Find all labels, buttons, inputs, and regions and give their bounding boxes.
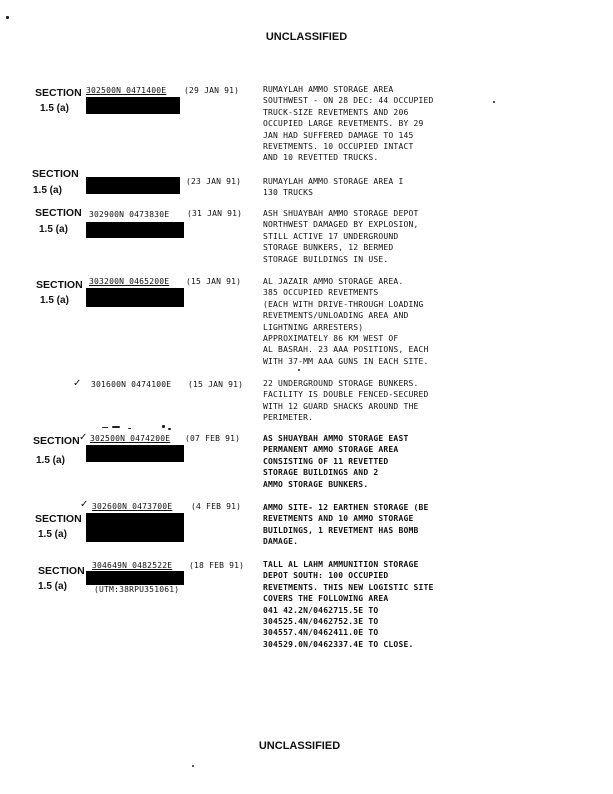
entry-description — [263, 433, 603, 490]
description-line: JAN HAD SUFFERED DAMAGE TO 145 — [263, 130, 414, 140]
date: (15 JAN 91) — [186, 277, 242, 286]
entry-description — [263, 276, 603, 367]
description-line: DEPOT SOUTH: 100 OCCUPIED — [263, 571, 389, 581]
coordinate: 302500N 0471400E — [86, 86, 167, 95]
section-label: SECTION — [36, 279, 83, 291]
description-line: STORAGE BUILDINGS IN USE. — [263, 254, 389, 264]
coordinate: 304649N 0482522E — [92, 561, 173, 570]
section-label: SECTION — [32, 168, 79, 180]
description-line: AS SHUAYBAH AMMO STORAGE EAST — [263, 434, 409, 443]
redaction-block — [86, 97, 180, 114]
stray-dot — [6, 16, 9, 19]
header-classification: UNCLASSIFIED — [265, 31, 348, 43]
coordinate: 302900N 0473830E — [89, 210, 170, 219]
entry-description — [263, 176, 603, 199]
description-line: CONSISTING OF 11 REVETTED — [263, 456, 389, 466]
description-line: WITH 37-MM AAA GUNS IN EACH SITE. — [263, 356, 429, 366]
description-line: 304557.4N/0462411.0E TO — [263, 628, 379, 638]
description-line: ASH SHUAYBAH AMMO STORAGE DEPOT — [263, 209, 419, 218]
date: (07 FEB 91) — [185, 434, 241, 443]
description-line: PERIMETER. — [263, 413, 314, 423]
description-line: RUMAYLAH AMMO STORAGE AREA — [263, 85, 394, 94]
section-label: SECTION — [38, 565, 85, 577]
description-line: STORAGE BUNKERS, 12 BERMED — [263, 243, 394, 253]
check-mark-icon: ✓ — [80, 499, 89, 510]
description-line: BUILDINGS, 1 REVETMENT HAS BOMB — [263, 525, 419, 535]
description-line: APPROXIMATELY 86 KM WEST OF — [263, 334, 399, 344]
description-line: RUMAYLAH AMMO STORAGE AREA I — [263, 177, 404, 186]
description-line: 041 42.2N/0462715.5E TO — [263, 605, 379, 615]
classification-exemption: 1.5 (a) — [33, 185, 62, 196]
description-line: PERMANENT AMMO STORAGE AREA — [263, 445, 399, 455]
stray-marks — [102, 425, 180, 431]
description-line: NORTHWEST DAMAGED BY EXPLOSION, — [263, 220, 419, 230]
description-line: AMMO STORAGE BUNKERS. — [263, 479, 369, 489]
description-line: AL JAZAIR AMMO STORAGE AREA. — [263, 277, 404, 286]
entry-description — [263, 502, 603, 548]
stray-dot — [192, 765, 194, 767]
classification-exemption: 1.5 (a) — [38, 529, 67, 540]
date: (29 JAN 91) — [184, 86, 240, 95]
section-label: SECTION — [35, 87, 82, 99]
description-line: REVETMENTS. 10 OCCUPIED INTACT — [263, 142, 414, 152]
description-line: SOUTHWEST - ON 28 DEC: 44 OCCUPIED — [263, 96, 434, 106]
description-line: STILL ACTIVE 17 UNDERGROUND — [263, 231, 399, 241]
redaction-block — [86, 288, 184, 307]
description-line: REVETMENTS. THIS NEW LOGISTIC SITE — [263, 582, 434, 592]
classification-exemption: 1.5 (a) — [39, 224, 68, 235]
redaction-block — [86, 571, 184, 585]
coordinate: 303200N 0465200E — [89, 277, 170, 286]
date: (18 FEB 91) — [189, 561, 245, 570]
description-line: WITH 12 GUARD SHACKS AROUND THE — [263, 401, 419, 411]
description-line: 22 UNDERGROUND STORAGE BUNKERS. — [263, 379, 419, 388]
entry-description — [263, 208, 603, 265]
description-line: COVERS THE FOLLOWING AREA — [263, 594, 389, 604]
entry-description — [263, 559, 603, 650]
date: (31 JAN 91) — [187, 209, 243, 218]
description-line: 130 TRUCKS — [263, 188, 314, 198]
description-line: 304529.0N/0462337.4E TO CLOSE. — [263, 639, 414, 649]
check-mark-icon: ✓ — [73, 378, 82, 389]
classification-exemption: 1.5 (a) — [40, 295, 69, 306]
description-line: AND 10 REVETTED TRUCKS. — [263, 153, 379, 163]
date: (15 JAN 91) — [188, 380, 244, 389]
redaction-block — [86, 222, 184, 238]
classification-exemption: 1.5 (a) — [36, 455, 65, 466]
entry-description — [263, 84, 603, 164]
footer-classification: UNCLASSIFIED — [258, 740, 341, 752]
description-line: AL BASRAH. 23 AAA POSITIONS, EACH — [263, 345, 429, 355]
section-label: SECTION — [35, 513, 82, 525]
utm-reference: (UTM:38RPU351061) — [94, 585, 180, 594]
description-line: REVETMENTS AND 10 AMMO STORAGE — [263, 514, 414, 524]
date: (4 FEB 91) — [191, 502, 242, 511]
description-line: 304525.4N/0462752.3E TO — [263, 617, 379, 627]
stray-dot — [493, 101, 495, 103]
redaction-block — [86, 445, 184, 462]
coordinate: 302500N 0474200E — [90, 434, 171, 443]
classification-exemption: 1.5 (a) — [40, 103, 69, 114]
description-line: TRUCK-SIZE REVETMENTS AND 206 — [263, 107, 409, 117]
entry-description — [263, 378, 603, 424]
description-line: REVETMENTS/UNLOADING AREA AND — [263, 311, 409, 321]
coordinate: 302600N 0473700E — [92, 502, 173, 511]
bullet-dot — [298, 369, 300, 371]
description-line: DAMAGE. — [263, 537, 299, 547]
section-label: SECTION — [33, 435, 80, 447]
redaction-block — [86, 513, 184, 542]
section-label: SECTION — [35, 207, 82, 219]
description-line: (EACH WITH DRIVE-THROUGH LOADING — [263, 299, 424, 309]
check-mark-icon: ✓ — [79, 432, 88, 443]
description-line: TALL AL LAHM AMMUNITION STORAGE — [263, 560, 419, 569]
description-line: AMMO SITE- 12 EARTHEN STORAGE (BE — [263, 503, 429, 512]
description-line: 385 OCCUPIED REVETMENTS — [263, 288, 379, 298]
date: (23 JAN 91) — [186, 177, 242, 186]
redaction-block — [86, 177, 180, 194]
description-line: OCCUPIED LARGE REVETMENTS. BY 29 — [263, 119, 424, 129]
description-line: STORAGE BUILDINGS AND 2 — [263, 468, 379, 478]
classification-exemption: 1.5 (a) — [38, 581, 67, 592]
coordinate: 301600N 0474100E — [91, 380, 172, 389]
description-line: LIGHTNING ARRESTERS) — [263, 322, 364, 332]
description-line: FACILITY IS DOUBLE FENCED-SECURED — [263, 390, 429, 400]
